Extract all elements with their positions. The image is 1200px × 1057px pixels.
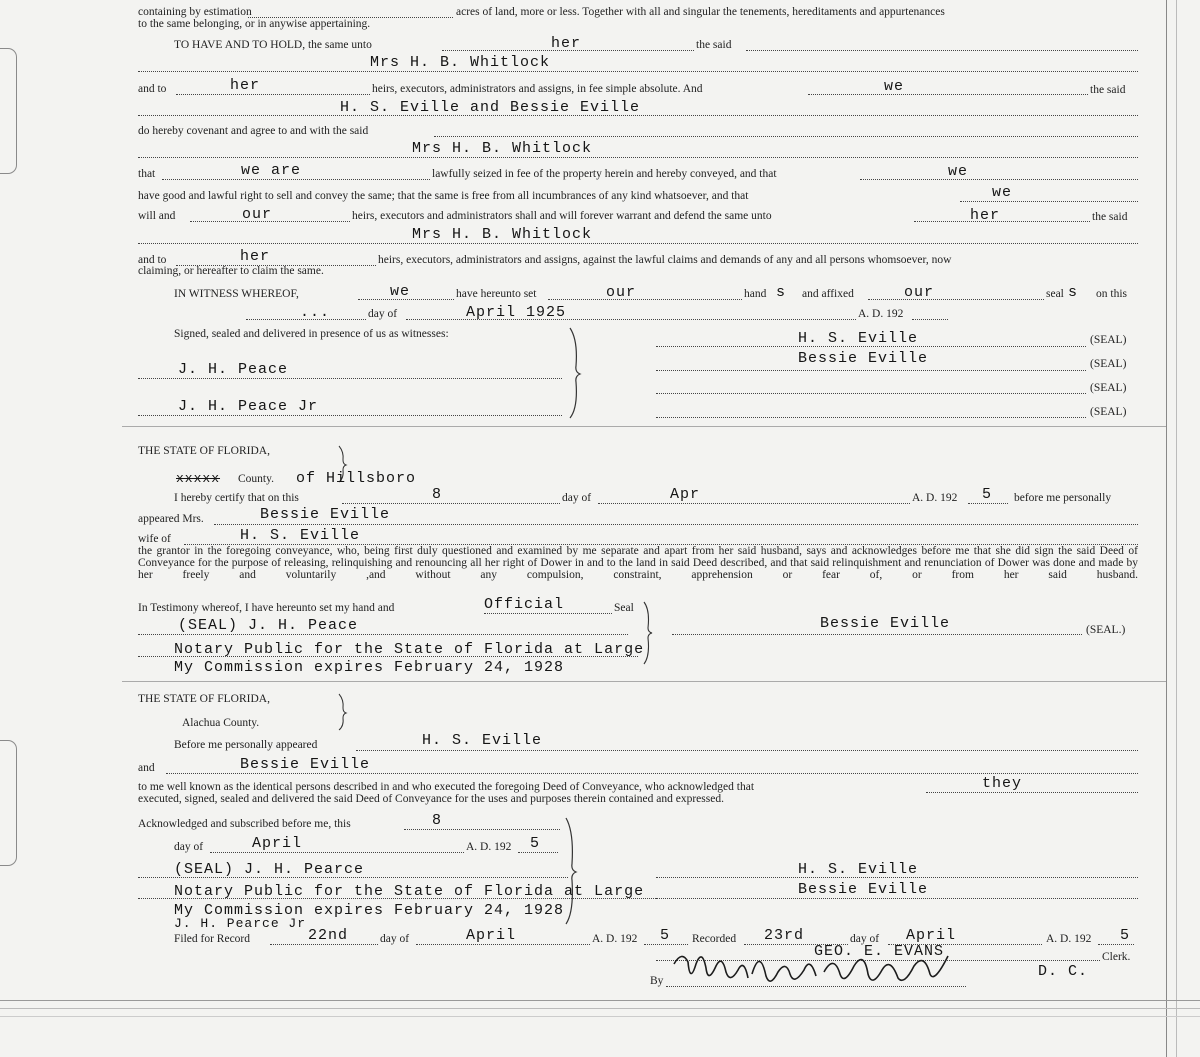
record-ad-2: A. D. 192 bbox=[1046, 933, 1092, 945]
grantee-name-3: Mrs H. B. Whitlock bbox=[412, 226, 593, 243]
section-divider-2 bbox=[122, 681, 1166, 682]
cert1-signer: Bessie Eville bbox=[820, 615, 951, 632]
grantor-pronoun-4: we bbox=[390, 283, 411, 300]
will-and-label: will and bbox=[138, 210, 176, 222]
acres-text: acres of land, more or less. Together with all and singular the tenements, hereditaments and appurtenances bbox=[456, 6, 945, 18]
grantor-possessive-3: our bbox=[904, 284, 935, 301]
the-said-label-3: the said bbox=[1092, 211, 1128, 223]
cert1-commission: My Commission expires February 24, 1928 bbox=[174, 659, 565, 676]
grantee-pronoun-1: her bbox=[551, 35, 582, 52]
bottom-rule-3 bbox=[0, 1016, 1200, 1017]
seal-label: seal bbox=[1046, 288, 1064, 300]
cert2-state-brace bbox=[336, 692, 348, 732]
cert1-notary-title: Notary Public for the State of Florida at Large bbox=[174, 641, 645, 658]
cert1-ad: A. D. 192 bbox=[912, 492, 958, 504]
on-this-label: on this bbox=[1096, 288, 1127, 300]
bottom-rule-2 bbox=[0, 1008, 1200, 1009]
hand-label: hand bbox=[744, 288, 767, 300]
cert1-appeared: appeared Mrs. bbox=[138, 513, 204, 525]
bottom-rule-1 bbox=[0, 1000, 1200, 1001]
cert2-they: they bbox=[982, 775, 1023, 792]
record-recorded-label: Recorded bbox=[692, 933, 737, 945]
have-good-text: have good and lawful right to sell and convey the same; that the same is free from all incumbrances of any kind whatsoever, and that bbox=[138, 190, 749, 202]
grantor-pronoun-2: we bbox=[948, 163, 969, 180]
record-day-of-2: day of bbox=[850, 933, 880, 945]
cert1-day: 8 bbox=[432, 486, 443, 503]
record-clerk-label: Clerk. bbox=[1102, 951, 1131, 963]
cert1-body: the grantor in the foregoing conveyance, who, being first duly questioned and examined by me separate and apart from her said husband, says and acknowledges before me that she did sign the said Deed of Conveyance for the purpose of releasing, relinquishing and renouncing all her right of Dower in and to the land in said Deed described, and that said relinquishment and renunciation of Dower was done and made by her freely and voluntarily ,and without any compulsion, constraint, apprehension or fear of, or from her said husband. bbox=[138, 545, 1138, 581]
we-are-fill: we are bbox=[241, 162, 302, 179]
cert1-county-label: County. bbox=[238, 473, 274, 485]
cert2-notary-seal: (SEAL) J. H. Pearce bbox=[174, 861, 365, 878]
cert2-before: Before me personally appeared bbox=[174, 739, 318, 751]
and-to-label-1: and to bbox=[138, 83, 167, 95]
cert2-county: Alachua County. bbox=[182, 717, 260, 729]
cert2-state: THE STATE OF FLORIDA, bbox=[138, 693, 270, 705]
cert1-appeared-name: Bessie Eville bbox=[260, 506, 391, 523]
record-rec-day: 23rd bbox=[764, 927, 805, 944]
have-hold-label: TO HAVE AND TO HOLD, the same unto bbox=[174, 39, 372, 51]
witness-2: J. H. Peace Jr bbox=[178, 398, 319, 415]
heirs-assigns-text: heirs, executors, administrators and assigns, in fee simple absolute. And bbox=[372, 83, 703, 95]
day-of-label: day of bbox=[368, 308, 398, 320]
that-label: that bbox=[138, 168, 156, 180]
witness-label: IN WITNESS WHEREOF, bbox=[174, 288, 299, 300]
grantors-names: H. S. Eville and Bessie Eville bbox=[340, 99, 641, 116]
cert1-seal-word: Seal bbox=[614, 602, 634, 614]
record-rec-year: 5 bbox=[1120, 927, 1131, 944]
record-rec-month: April bbox=[906, 927, 957, 944]
grantee-pronoun-3: her bbox=[970, 207, 1001, 224]
forever-text: heirs, executors and administrators shall and will forever warrant and defend the same unto bbox=[352, 210, 772, 222]
grantee-name-2: Mrs H. B. Whitlock bbox=[412, 140, 593, 157]
cert1-official: Official bbox=[484, 596, 565, 613]
page-edge-line-2 bbox=[1176, 0, 1177, 1057]
record-day-of-1: day of bbox=[380, 933, 410, 945]
cert1-county-fill: of Hillsboro bbox=[296, 470, 417, 487]
cert1-seal-mark: (SEAL.) bbox=[1086, 624, 1126, 636]
cert1-state: THE STATE OF FLORIDA, bbox=[138, 445, 270, 457]
seal-mark-3: (SEAL) bbox=[1090, 382, 1127, 394]
the-said-label-2: the said bbox=[1090, 84, 1126, 96]
cert2-notary-name: J. H. Pearce Jr bbox=[174, 916, 307, 931]
cert1-day-of: day of bbox=[562, 492, 592, 504]
cert1-testimony: In Testimony whereof, I have hereunto set my hand and bbox=[138, 602, 395, 614]
cert2-ad: A. D. 192 bbox=[466, 841, 512, 853]
witness-1: J. H. Peace bbox=[178, 361, 289, 378]
binder-hole-bottom bbox=[0, 740, 17, 866]
deputy-clerk-signature bbox=[668, 944, 968, 992]
heirs-against-text: heirs, executors, administrators and assigns, against the lawful claims and demands of any and all persons whomsoever, now bbox=[378, 254, 952, 266]
section-divider-1 bbox=[122, 426, 1166, 427]
cert2-month: April bbox=[252, 835, 303, 852]
grantor-pronoun-3: we bbox=[992, 184, 1013, 201]
grantor-possessive-2: our bbox=[606, 284, 637, 301]
seal-mark-2: (SEAL) bbox=[1090, 358, 1127, 370]
grantor-pronoun-1: we bbox=[884, 78, 905, 95]
and-to-label-2: and to bbox=[138, 254, 167, 266]
cert2-acknowledged: Acknowledged and subscribed before me, this bbox=[138, 818, 351, 830]
cert2-brace bbox=[562, 816, 582, 926]
cert2-and: and bbox=[138, 762, 155, 774]
record-filed-label: Filed for Record bbox=[174, 933, 251, 945]
ad-label-1: A. D. 192 bbox=[858, 308, 904, 320]
signed-text: Signed, sealed and delivered in presence of us as witnesses: bbox=[174, 328, 449, 340]
covenant-text: do hereby covenant and agree to and with the said bbox=[138, 125, 369, 137]
appertaining-text: to the same belonging, or in anywise appertaining. bbox=[138, 18, 371, 30]
witness-brace bbox=[566, 326, 586, 420]
estimation-label: containing by estimation bbox=[138, 6, 252, 18]
cert2-known: to me well known as the identical persons described in and who executed the foregoing Deed of Conveyance, who acknowledged that bbox=[138, 781, 755, 793]
cert2-signature-2: Bessie Eville bbox=[798, 881, 929, 898]
cert1-husband: H. S. Eville bbox=[240, 527, 361, 544]
cert1-notary-seal: (SEAL) J. H. Peace bbox=[178, 617, 359, 634]
cert1-wife-of: wife of bbox=[138, 533, 171, 545]
execution-date: April 1925 bbox=[466, 304, 567, 321]
and-affixed-label: and affixed bbox=[802, 288, 854, 300]
lawfully-text: lawfully seized in fee of the property herein and hereby conveyed, and that bbox=[432, 168, 777, 180]
cert2-year: 5 bbox=[530, 835, 541, 852]
record-ad-1: A. D. 192 bbox=[592, 933, 638, 945]
record-by-label: By bbox=[650, 975, 664, 987]
cert2-day-of: day of bbox=[174, 841, 204, 853]
grantee-pronoun-2: her bbox=[230, 77, 261, 94]
record-clerk-name: GEO. E. EVANS bbox=[814, 943, 945, 960]
claiming-text: claiming, or hereafter to claim the same. bbox=[138, 265, 324, 277]
cert2-executed: executed, signed, sealed and delivered the said Deed of Conveyance for the uses and purposes therein contained and expressed. bbox=[138, 793, 724, 805]
seal-plural: s bbox=[1068, 284, 1079, 301]
grantor-signature-2: Bessie Eville bbox=[798, 350, 929, 367]
record-dc-label: D. C. bbox=[1038, 963, 1089, 980]
cert1-certify-text: I hereby certify that on this bbox=[174, 492, 299, 504]
seal-mark-4: (SEAL) bbox=[1090, 406, 1127, 418]
cert2-person-2: Bessie Eville bbox=[240, 756, 371, 773]
cert1-year: 5 bbox=[982, 486, 993, 503]
day-dots: ... bbox=[300, 304, 331, 321]
cert2-signature-1: H. S. Eville bbox=[798, 861, 919, 878]
cert2-commission: My Commission expires February 24, 1928 bbox=[174, 902, 565, 919]
record-filed-month: April bbox=[466, 927, 517, 944]
cert2-person-1: H. S. Eville bbox=[422, 732, 543, 749]
page-edge-line bbox=[1166, 0, 1167, 1057]
have-hereunto-text: have hereunto set bbox=[456, 288, 537, 300]
record-filed-day: 22nd bbox=[308, 927, 349, 944]
binder-hole-top bbox=[0, 48, 17, 174]
cert1-before: before me personally bbox=[1014, 492, 1112, 504]
record-filed-year: 5 bbox=[660, 927, 671, 944]
cert1-month: Apr bbox=[670, 486, 701, 503]
seal-mark-1: (SEAL) bbox=[1090, 334, 1127, 346]
grantor-signature-1: H. S. Eville bbox=[798, 330, 919, 347]
hand-plural: s bbox=[776, 284, 787, 301]
grantee-pronoun-4: her bbox=[240, 248, 271, 265]
the-said-label-1: the said bbox=[696, 39, 732, 51]
grantor-possessive-1: our bbox=[242, 206, 273, 223]
cert2-day: 8 bbox=[432, 812, 443, 829]
cert1-county-struck: xxxxx bbox=[176, 471, 221, 486]
grantee-name-1: Mrs H. B. Whitlock bbox=[370, 54, 551, 71]
cert2-notary-title: Notary Public for the State of Florida at Large bbox=[174, 883, 645, 900]
